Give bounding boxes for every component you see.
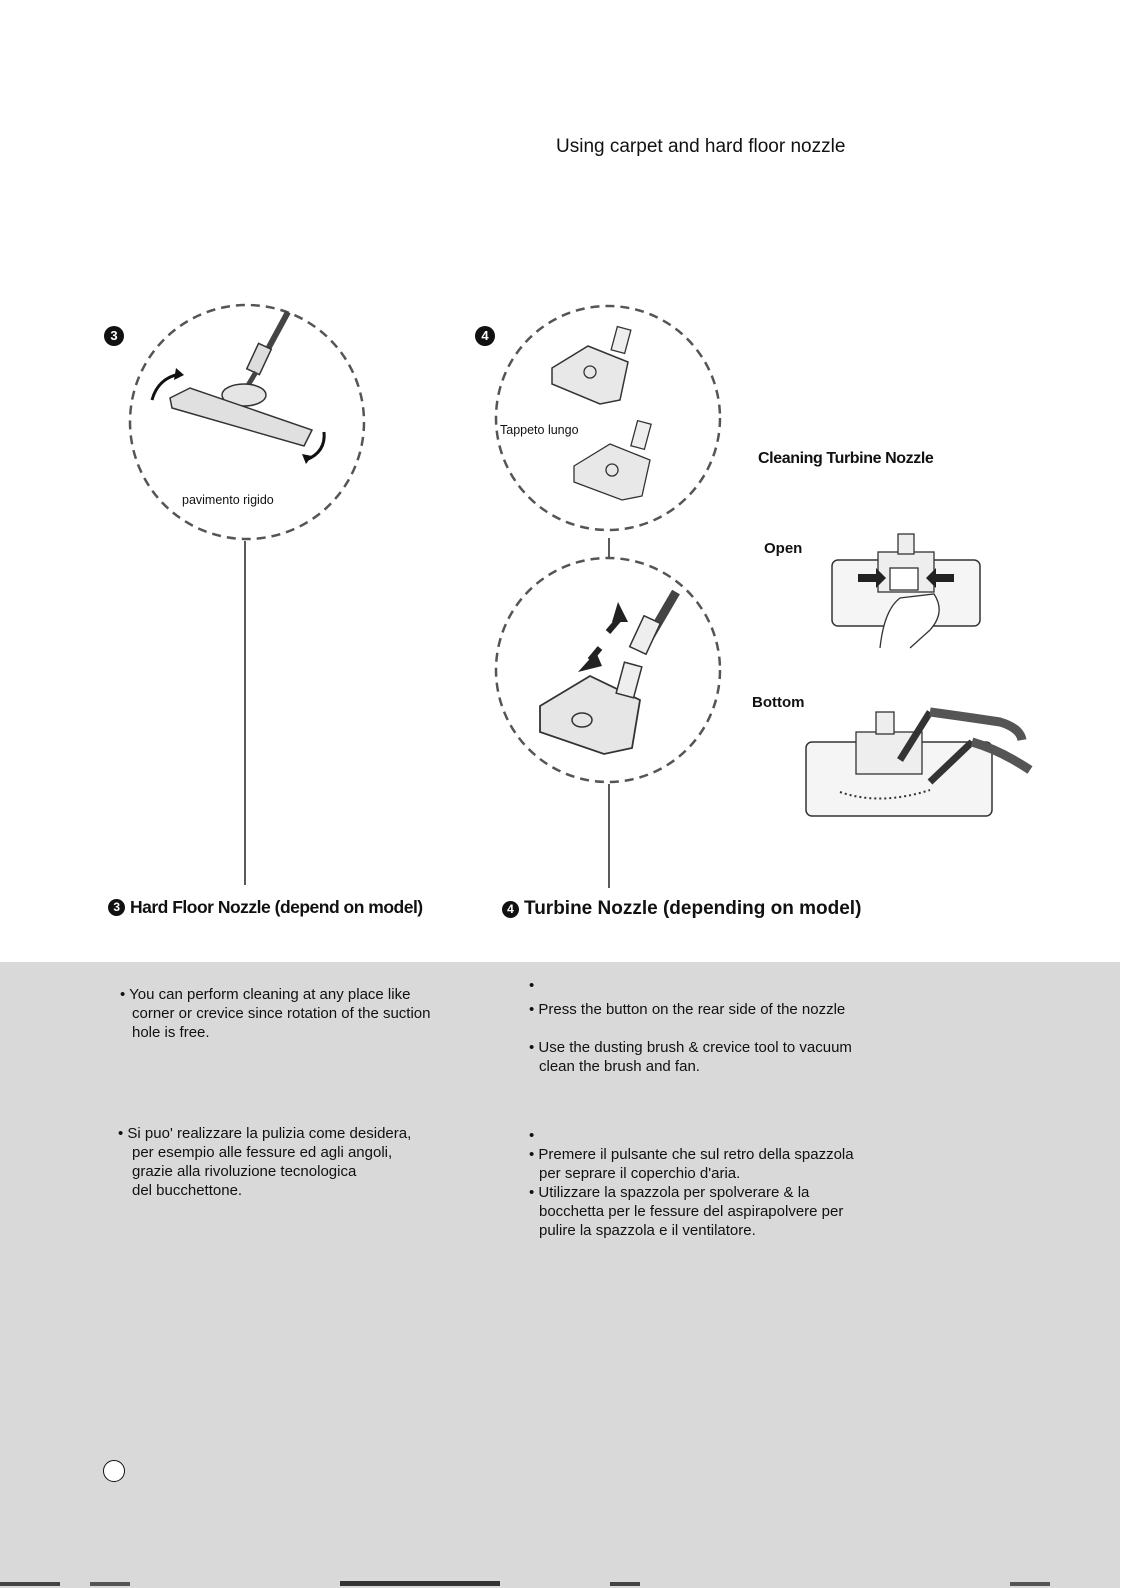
- english-bullet-2: [529, 1038, 852, 1076]
- italian-empty-bullet: •: [529, 1127, 535, 1144]
- turbine-nozzle-small-1: [552, 327, 631, 404]
- bottom-label: Bottom: [752, 694, 805, 711]
- italian-bullet-line: per seprare il coperchio d'aria.: [539, 1165, 741, 1182]
- english-left-text: [120, 985, 430, 1042]
- page-number-circle: [103, 1460, 125, 1482]
- turbine-caption: [502, 898, 861, 920]
- english-left-line: corner or crevice since rotation of the suction: [132, 1005, 431, 1022]
- italian-left-line: grazie alla rivoluzione tecnologica: [132, 1163, 357, 1180]
- italian-bullet-line: • Utilizzare la spazzola per spolverare & la: [529, 1184, 810, 1201]
- italian-left-line: • Si puo' realizzare la pulizia come desidera,: [118, 1125, 412, 1142]
- english-bullet-2-line: clean the brush and fan.: [539, 1058, 700, 1075]
- english-bullet-1: • Press the button on the rear side of the nozzle: [529, 1001, 846, 1018]
- hard-floor-caption: [108, 897, 423, 918]
- carpet-label: Tappeto lungo: [500, 423, 579, 437]
- english-left-line: hole is free.: [132, 1024, 210, 1041]
- open-nozzle-drawing: [832, 534, 980, 648]
- hard-floor-label: pavimento rigido: [182, 493, 274, 507]
- turbine-top-circle: [496, 306, 720, 530]
- bottom-nozzle-drawing: [806, 712, 1030, 816]
- turbine-nozzle-large: [540, 590, 676, 754]
- english-empty-bullet: •: [529, 977, 535, 994]
- open-label: Open: [764, 540, 803, 557]
- caption-4-badge: 4: [502, 901, 519, 918]
- hard-floor-caption-text: Hard Floor Nozzle (depend on model): [130, 897, 423, 917]
- italian-left-line: del bucchettone.: [132, 1182, 243, 1199]
- italian-left-text: [118, 1124, 411, 1200]
- caption-3-badge: 3: [108, 899, 125, 916]
- english-left-line: • You can perform cleaning at any place like: [120, 986, 411, 1003]
- italian-bullet-line: bocchetta per le fessure del aspirapolvere per: [539, 1203, 844, 1220]
- bottom-scan-strip: [0, 1580, 1135, 1588]
- italian-bullets: [529, 1145, 854, 1240]
- italian-left-line: per esempio alle fessure ed agli angoli,: [132, 1144, 393, 1161]
- italian-bullet-line: pulire la spazzola e il ventilatore.: [539, 1222, 756, 1239]
- english-bullet-2-line: • Use the dusting brush & crevice tool to vacuum: [529, 1039, 852, 1056]
- italian-bullet-line: • Premere il pulsante che sul retro della spazzola: [529, 1146, 854, 1163]
- turbine-nozzle-small-2: [574, 421, 651, 500]
- cleaning-turbine-title: Cleaning Turbine Nozzle: [758, 450, 934, 467]
- step-3-badge: 3: [104, 326, 124, 346]
- page-title: Using carpet and hard floor nozzle: [556, 136, 846, 157]
- step-4-badge: 4: [475, 326, 495, 346]
- turbine-caption-text: Turbine Nozzle (depending on model): [524, 898, 862, 919]
- hard-floor-nozzle-drawing: [152, 312, 324, 464]
